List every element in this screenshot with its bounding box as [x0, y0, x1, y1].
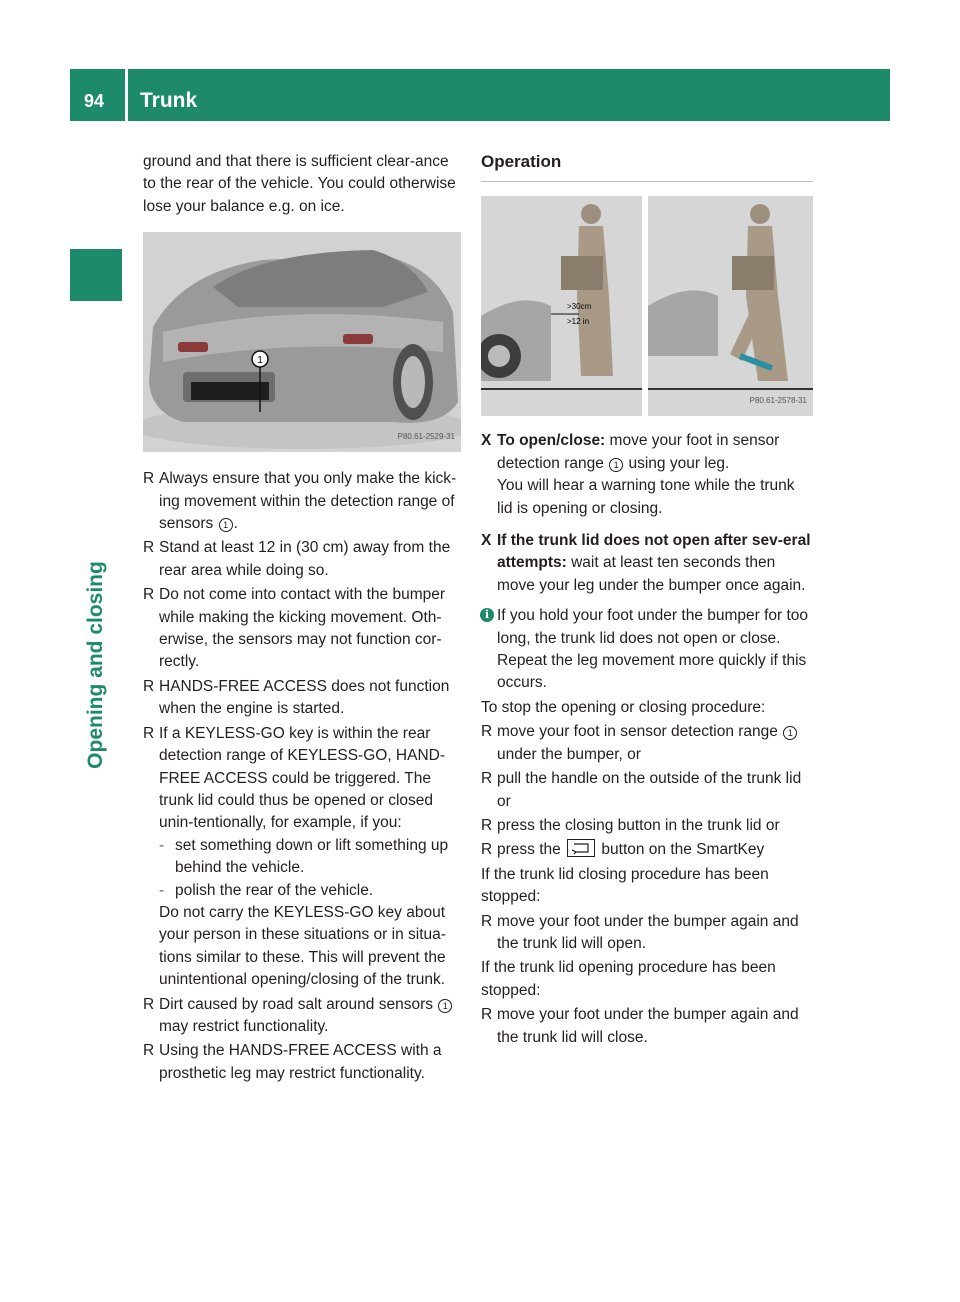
sub-list-item: - polish the rear of the vehicle. — [159, 881, 374, 899]
bullet-glyph: R — [143, 470, 155, 488]
bullet-glyph: R — [481, 770, 493, 788]
car-rear-figure — [143, 232, 461, 452]
operation-panel-right — [648, 196, 813, 416]
section-heading: Trunk — [140, 89, 198, 112]
list-item: R Do not come into contact with the bumper while making the kicking movement. Oth-erwise, the sensors may not function cor-rectly. — [143, 586, 446, 671]
arrow-icon: X — [481, 432, 492, 450]
sensor-callout-number: 1 — [257, 355, 263, 367]
list-item: R press the button on the SmartKey — [481, 839, 813, 861]
distance-label-cm: >30cm — [567, 302, 592, 312]
list-item: R Dirt caused by road salt around sensors 1 may restrict functionality. — [143, 994, 461, 1039]
callout-1-icon: 1 — [438, 999, 452, 1013]
bullet-glyph: R — [481, 912, 493, 930]
list-item: R Stand at least 12 in (30 cm) away from the rear area while doing so. — [143, 539, 451, 579]
operation-panel-left — [481, 196, 642, 416]
chapter-tab-marker — [70, 249, 122, 301]
list-item: R move your foot under the bumper again and the trunk lid will close. — [481, 1006, 799, 1046]
bullet-glyph: R — [481, 841, 493, 859]
page-header — [70, 69, 890, 121]
figure-code: P80.61-2529-31 — [397, 431, 455, 441]
bullet-glyph: R — [481, 1006, 493, 1024]
opening-stopped-text: If the trunk lid opening procedure has been stopped: — [481, 959, 776, 999]
bullet-glyph: R — [143, 677, 155, 695]
arrow-icon: X — [481, 532, 492, 550]
list-item: R move your foot in sensor detection range 1 under the bumper, or — [481, 721, 813, 766]
callout-1-icon: 1 — [219, 518, 233, 532]
list-item: R If a KEYLESS-GO key is within the rear detection range of KEYLESS-GO, HAND-FREE ACCESS could be triggered. The trunk lid could thus be opened or closed unin-tentionally, for example, if you: — [143, 724, 446, 832]
list-item: R HANDS-FREE ACCESS does not function when the engine is started. — [143, 677, 450, 718]
operation-figure — [481, 196, 813, 416]
bullet-glyph: R — [481, 723, 493, 741]
sub-list-item: - set something down or lift something up behind the vehicle. — [159, 836, 449, 877]
person-standing-illustration — [481, 196, 642, 416]
closing-stopped-text: If the trunk lid closing procedure has been stopped: — [481, 865, 769, 906]
header-divider — [125, 69, 128, 121]
callout-1-icon: 1 — [609, 458, 623, 472]
left-column — [143, 151, 461, 1085]
stop-intro: To stop the opening or closing procedure: — [481, 698, 766, 716]
bullet-glyph: R — [143, 995, 155, 1013]
sub-list — [143, 835, 461, 992]
bullet-glyph: R — [143, 1042, 155, 1060]
trunk-button-icon — [567, 839, 595, 857]
bullet-glyph: R — [143, 586, 155, 604]
right-column — [481, 151, 813, 1049]
warning-note: Do not carry the KEYLESS-GO key about your person in these situations or in situa-tions similar to these. This will prevent the unintentional opening/closing of the trunk. — [159, 903, 446, 989]
list-item: R press the closing button in the trunk lid or — [481, 815, 813, 837]
list-item: R pull the handle on the outside of the trunk lid or — [481, 770, 802, 810]
page-number: 94 — [84, 91, 105, 111]
list-item: R move your foot under the bumper again and the trunk lid will open. — [481, 912, 799, 952]
intro-paragraph: ground and that there is sufficient clear-ance to the rear of the vehicle. You could otherwise lose your balance e.g. on ice. — [143, 153, 456, 215]
callout-1-icon: 1 — [783, 726, 797, 740]
step-item: X If the trunk lid does not open after sev-eral attempts: wait at least ten seconds then move your leg under the bumper once again. — [481, 532, 811, 594]
step-item: X To open/close: move your foot in sensor detection range 1 using your leg. You will hear a warning tone while the trunk lid is opening or closing. — [481, 432, 795, 517]
list-item: R Using the HANDS-FREE ACCESS with a prosthetic leg may restrict functionality. — [143, 1042, 442, 1082]
info-note: i If you hold your foot under the bumper for too long, the trunk lid does not open or close. Repeat the leg movement more quickly if this occurs. — [481, 605, 813, 695]
distance-label-in: >12 in — [567, 317, 590, 327]
operation-heading: Operation — [481, 151, 813, 182]
list-item: R Always ensure that you only make the kick-ing movement within the detection range of sensors 1 . — [143, 470, 457, 533]
car-rear-illustration — [143, 232, 461, 452]
chapter-label — [71, 545, 121, 785]
bullet-glyph: R — [143, 539, 155, 557]
person-kicking-illustration — [648, 196, 813, 416]
bullet-glyph: R — [143, 724, 155, 742]
info-icon: i — [480, 608, 494, 622]
chapter-label-text: Opening and closing — [84, 561, 107, 769]
bullet-glyph: R — [481, 816, 493, 834]
figure-code: P80.61-2578-31 — [749, 396, 807, 405]
